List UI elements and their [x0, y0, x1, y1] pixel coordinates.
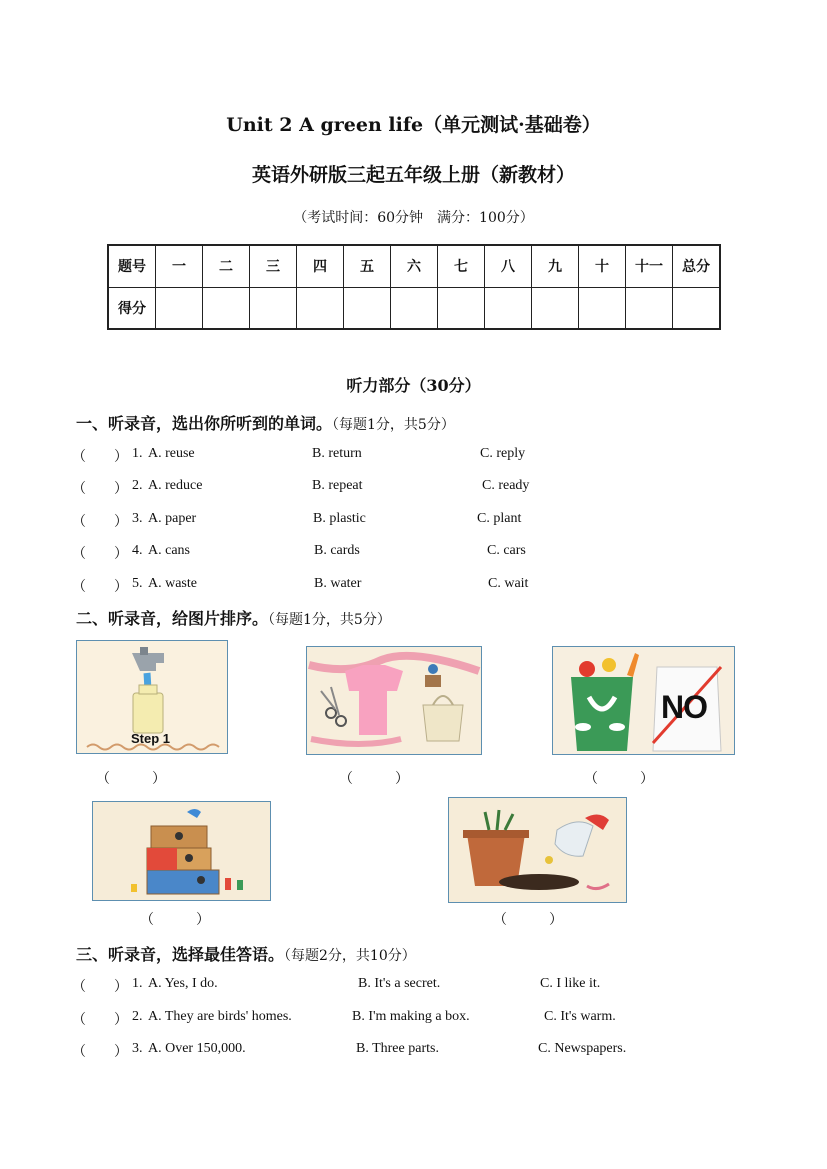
- score-table-header-row: [108, 245, 720, 287]
- option-a: A. waste: [148, 576, 197, 591]
- part1-note: （每题1分，共5分）: [332, 417, 455, 433]
- option-a: A. reduce: [148, 478, 203, 493]
- order-blank[interactable]: （ ）: [493, 912, 563, 928]
- answer-paren[interactable]: （ ）: [72, 1045, 128, 1060]
- score-input-cell[interactable]: [579, 287, 626, 329]
- answer-paren[interactable]: （ ）: [72, 1013, 128, 1028]
- part1-title: [76, 411, 455, 434]
- option-a: A. cans: [148, 543, 190, 558]
- score-cell: 三: [250, 245, 297, 287]
- option-a: A. Over 150,000.: [148, 1041, 246, 1056]
- part3-title: [76, 942, 416, 965]
- score-cell: 九: [532, 245, 579, 287]
- no-label: NO: [661, 689, 707, 725]
- option-b: B. It's a secret.: [358, 976, 441, 991]
- picture-plant-pot: [448, 797, 627, 903]
- question-number: 1.: [132, 976, 143, 991]
- option-a: A. reuse: [148, 446, 195, 461]
- option-c: C. plant: [477, 511, 522, 526]
- score-input-cell[interactable]: [250, 287, 297, 329]
- option-c: C. It's warm.: [544, 1009, 616, 1024]
- answer-paren[interactable]: （ ）: [72, 482, 128, 497]
- part3-title-text: 三、听录音，选择最佳答语。: [76, 945, 285, 964]
- order-blank[interactable]: （ ）: [96, 771, 166, 787]
- question-number: 4.: [132, 543, 143, 558]
- listening-heading: 听力部分（30分）: [346, 376, 481, 395]
- exam-info: （考试时间：60分钟 满分：100分）: [293, 210, 534, 226]
- option-b: B. I'm making a box.: [352, 1009, 470, 1024]
- picture-box-birdhouse: [92, 801, 271, 901]
- score-input-cell[interactable]: [203, 287, 250, 329]
- part2-title: [76, 606, 391, 629]
- score-cell: 一: [156, 245, 203, 287]
- page-title: Unit 2 A green life（单元测试·基础卷）: [226, 114, 601, 136]
- clothes-bag-illustration: [307, 647, 481, 754]
- part2-title-text: 二、听录音，给图片排序。: [76, 609, 269, 628]
- question-number: 3.: [132, 1041, 143, 1056]
- score-cell: 七: [438, 245, 485, 287]
- score-input-cell[interactable]: [297, 287, 344, 329]
- part2-note: （每题1分，共5分）: [268, 612, 391, 628]
- option-b: B. water: [314, 576, 362, 591]
- score-cell: 五: [344, 245, 391, 287]
- question-number: 5.: [132, 576, 143, 591]
- option-c: C. I like it.: [540, 976, 601, 991]
- score-input-cell[interactable]: [532, 287, 579, 329]
- picture-clothes-bag: [306, 646, 482, 755]
- answer-paren[interactable]: （ ）: [72, 547, 128, 562]
- option-b: B. plastic: [313, 511, 366, 526]
- step-label: Step 1: [131, 731, 171, 746]
- order-blank[interactable]: （ ）: [140, 912, 210, 928]
- option-c: C. wait: [488, 576, 529, 591]
- score-table-score-row: [108, 287, 720, 329]
- option-a: A. Yes, I do.: [148, 976, 218, 991]
- question-number: 2.: [132, 1009, 143, 1024]
- option-c: C. reply: [480, 446, 526, 461]
- option-b: B. Three parts.: [356, 1041, 439, 1056]
- page-subtitle: 英语外研版三起五年级上册（新教材）: [251, 164, 575, 186]
- option-c: C. cars: [487, 543, 526, 558]
- score-label: 得分: [108, 287, 156, 329]
- option-b: B. cards: [314, 543, 360, 558]
- score-cell: 十一: [626, 245, 673, 287]
- answer-paren[interactable]: （ ）: [72, 450, 128, 465]
- score-cell: 二: [203, 245, 250, 287]
- option-a: A. paper: [148, 511, 197, 526]
- part1-title-text: 一、听录音，选出你所听到的单词。: [76, 414, 333, 433]
- score-input-cell[interactable]: [485, 287, 532, 329]
- option-c: C. ready: [482, 478, 530, 493]
- question-number: 1.: [132, 446, 143, 461]
- score-cell: 八: [485, 245, 532, 287]
- score-cell: 题号: [108, 245, 156, 287]
- answer-paren[interactable]: （ ）: [72, 515, 128, 530]
- plant-pot-illustration: [449, 798, 626, 902]
- option-b: B. return: [312, 446, 362, 461]
- score-input-cell[interactable]: [438, 287, 485, 329]
- question-number: 2.: [132, 478, 143, 493]
- score-input-cell[interactable]: [156, 287, 203, 329]
- score-table: [107, 244, 721, 330]
- score-cell: 总分: [673, 245, 721, 287]
- score-cell: 十: [579, 245, 626, 287]
- score-cell: 六: [391, 245, 438, 287]
- option-b: B. repeat: [312, 478, 363, 493]
- score-input-cell[interactable]: [344, 287, 391, 329]
- score-input-cell[interactable]: [626, 287, 673, 329]
- option-a: A. They are birds' homes.: [148, 1009, 292, 1024]
- score-input-cell[interactable]: [673, 287, 721, 329]
- order-blank[interactable]: （ ）: [339, 771, 409, 787]
- answer-paren[interactable]: （ ）: [72, 980, 128, 995]
- option-c: C. Newspapers.: [538, 1041, 627, 1056]
- score-input-cell[interactable]: [391, 287, 438, 329]
- order-blank[interactable]: （ ）: [584, 771, 654, 787]
- answer-paren[interactable]: （ ）: [72, 580, 128, 595]
- question-number: 3.: [132, 511, 143, 526]
- picture-tap-bottle: [76, 640, 228, 754]
- box-birdhouse-illustration: [93, 802, 270, 900]
- picture-bag-no-plastic: [552, 646, 735, 755]
- score-cell: 四: [297, 245, 344, 287]
- part3-note: （每题2分，共10分）: [284, 948, 416, 964]
